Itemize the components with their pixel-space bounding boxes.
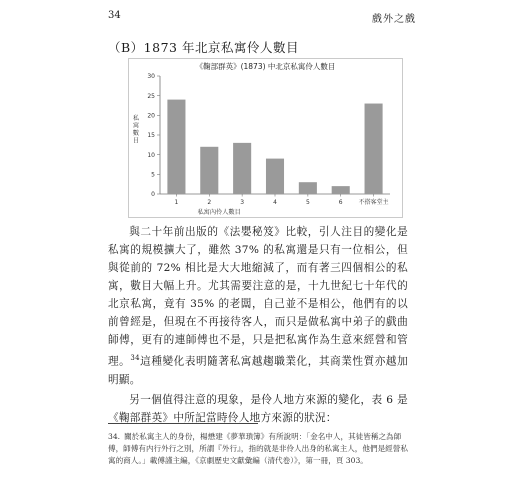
y-tick-label: 25	[147, 92, 155, 100]
footnote-number: 34.	[108, 432, 121, 441]
paragraph-2: 另一個值得注意的現象，是伶人地方來源的變化，表 6 是《鞠部群英》中所記當時伶人地方來源的狀況：	[108, 393, 408, 424]
body-text	[108, 223, 408, 429]
paragraph-1-end: 這種變化表明隨著私寓越趨職業化，其商業性質亦越加明顯。	[108, 355, 409, 386]
bar	[233, 143, 251, 194]
footnote-text: 關於私寓主人的身份，楊懋建《夢華瑣簿》有所說明：「金名中人，其徒皆稱之為師傅，師傅有内行外行之別，所謂『外行』，指的就是非伶人出身的私寓主人，他們是經營私寓的商人。」載傅謹主編，《京劇歷史文獻彙編（清代卷）》，第一冊，頁 303。	[108, 432, 408, 465]
section-title: （B）1873 年北京私寓伶人數目	[108, 40, 299, 55]
x-tick-label: 6	[338, 199, 343, 206]
footnote-ref: 34	[130, 354, 140, 362]
y-tick-label: 5	[151, 171, 155, 179]
x-tick-label: 不搭客堂主	[358, 199, 389, 206]
x-tick-label: 4	[273, 199, 277, 206]
y-tick-label: 30	[147, 73, 155, 81]
bar	[200, 147, 218, 194]
x-tick-label: 2	[207, 199, 212, 206]
footnote	[108, 431, 408, 467]
page-number: 34	[108, 10, 121, 21]
x-tick-label: 5	[305, 199, 310, 206]
y-tick-label: 0	[151, 191, 155, 199]
bar	[299, 182, 317, 194]
footnote-divider	[108, 423, 258, 424]
running-title: 戲外之戲	[372, 14, 416, 25]
x-tick-label: 3	[240, 199, 245, 206]
bar	[167, 100, 185, 194]
chart-title: 《鞠部群英》(1873) 中北京私寓伶人數目	[195, 62, 336, 71]
x-axis-label: 私寓內伶人數目	[197, 209, 241, 216]
paragraph-1	[108, 223, 408, 389]
paragraph-1-text: 與二十年前出版的《法嬰秘笈》比較，引人注目的變化是私寓的規模擴大了，雖然 37% 的私寓還是只有一位相公，但與從前的 72% 相比是大大地縮減了，而有著三四個相公的私寓，數目大幅上升。尤其需要注意的是，十九世紀七十年代的北京私寓，竟有 35% 的老闆，自己並不是相公，他們有的以前曾經是，但現在不再接待客人，而只是做私寓中弟子的戲曲師傅，更有的連師傅也不是，只是把私寓作為生意來經營和管理。	[108, 226, 408, 368]
y-axis-label: 私寓數目	[132, 115, 140, 145]
bar	[365, 104, 383, 194]
bar-chart	[128, 58, 403, 218]
x-tick-label: 1	[174, 199, 179, 206]
y-tick-label: 20	[147, 112, 155, 120]
bar	[332, 186, 350, 194]
y-tick-label: 10	[147, 151, 155, 159]
y-tick-label: 15	[147, 132, 155, 140]
bar	[266, 159, 284, 194]
